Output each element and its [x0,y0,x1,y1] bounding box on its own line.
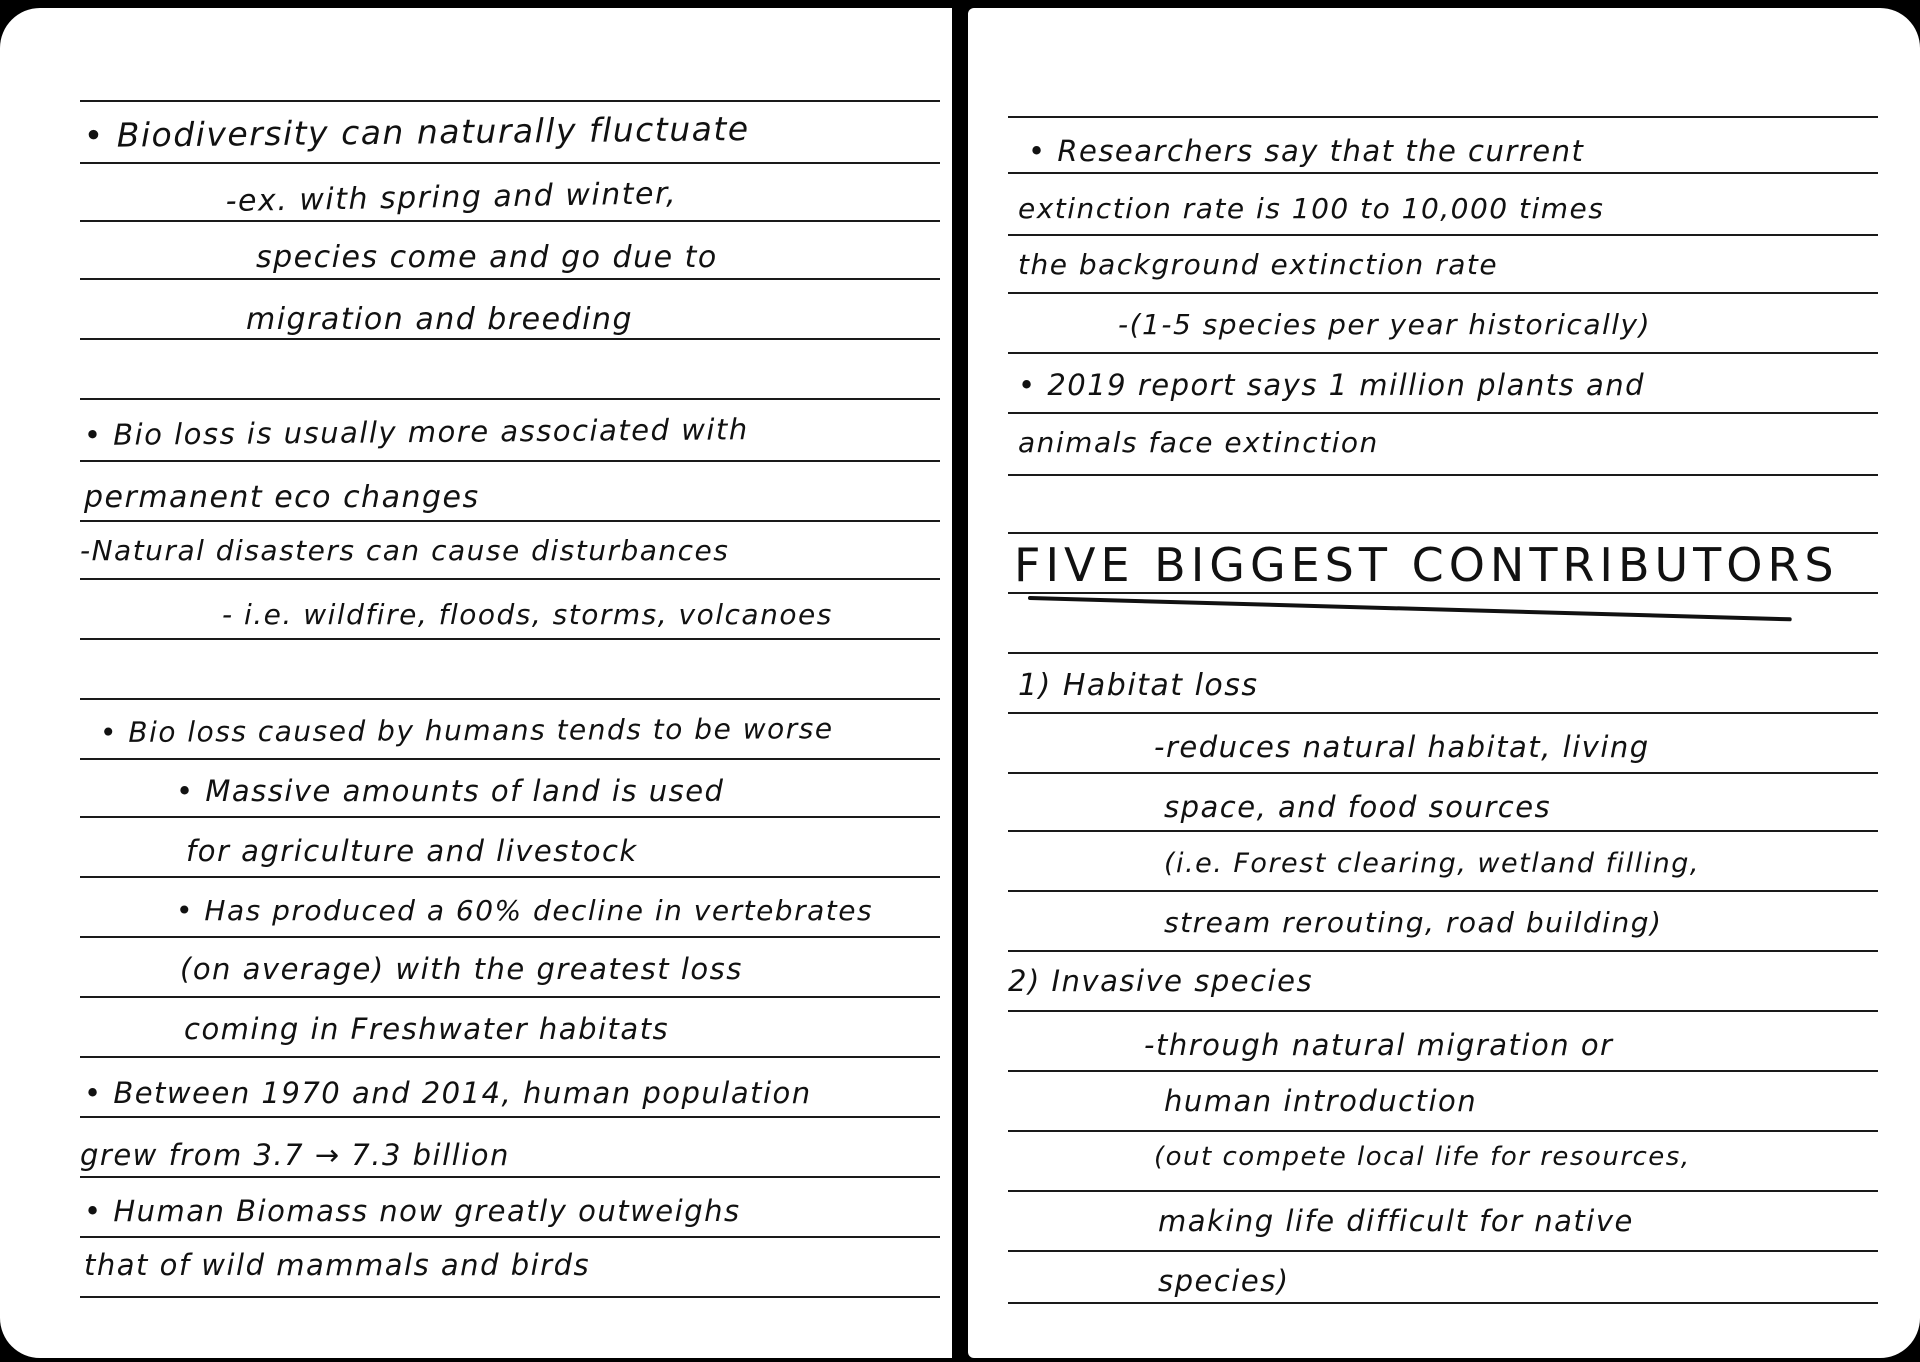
ruled-line [1008,172,1878,174]
ruled-line [1008,474,1878,476]
note-line: that of wild mammals and birds [84,1248,591,1282]
ruled-line [1008,532,1878,534]
ruled-line [1008,292,1878,294]
ruled-line [1008,772,1878,774]
ruled-line [80,1176,940,1178]
ruled-line [80,460,940,462]
ruled-line [80,936,940,938]
note-line: species come and go due to [256,240,718,275]
note-line: • Biodiversity can naturally fluctuate [83,109,750,155]
ruled-line [1008,1190,1878,1192]
note-line: • Bio loss is usually more associated with [83,412,749,452]
heading-underline [1028,596,1792,621]
ruled-line [80,220,940,222]
note-line: (out compete local life for resources, [1154,1142,1691,1172]
note-line: grew from 3.7 → 7.3 billion [80,1138,510,1172]
ruled-line [80,996,940,998]
note-line: animals face extinction [1018,426,1379,459]
note-line: • Massive amounts of land is used [176,774,725,808]
note-line: (i.e. Forest clearing, wetland filling, [1164,848,1700,879]
ruled-line [1008,652,1878,654]
ruled-line [80,1116,940,1118]
note-line: • Between 1970 and 2014, human population [84,1076,812,1110]
ruled-line [80,1056,940,1058]
note-line: • Has produced a 60% decline in vertebrates [176,894,874,927]
ruled-line [80,520,940,522]
ruled-line [80,1296,940,1298]
left-notebook-page [0,8,960,1358]
ruled-line [80,698,940,700]
note-line: • Bio loss caused by humans tends to be worse [99,712,834,749]
note-line: the background extinction rate [1018,248,1499,281]
section-heading: FIVE BIGGEST CONTRIBUTORS [1014,538,1839,592]
ruled-line [80,162,940,164]
note-line: extinction rate is 100 to 10,000 times [1018,192,1605,225]
note-line: human introduction [1164,1084,1478,1118]
ruled-line [80,876,940,878]
note-line: permanent eco changes [84,480,480,515]
ruled-line [1008,592,1878,594]
note-line: 2) Invasive species [1008,964,1314,998]
ruled-line [1008,1010,1878,1012]
ruled-line [1008,1302,1878,1304]
note-line: -Natural disasters can cause disturbances [80,534,730,567]
ruled-line [80,578,940,580]
ruled-line [1008,412,1878,414]
note-line: 1) Habitat loss [1018,668,1259,703]
note-line: -through natural migration or [1144,1028,1614,1062]
ruled-line [1008,950,1878,952]
note-line: species) [1158,1264,1290,1298]
ruled-line [80,1236,940,1238]
ruled-line [80,338,940,340]
note-line: -reduces natural habitat, living [1154,730,1650,764]
ruled-line [1008,1130,1878,1132]
ruled-line [1008,830,1878,832]
ruled-line [1008,1250,1878,1252]
note-line: for agriculture and livestock [186,834,638,868]
note-line: space, and food sources [1164,790,1552,824]
ruled-line [80,398,940,400]
note-line: -ex. with spring and winter, [225,176,678,219]
ruled-line [80,638,940,640]
ruled-line [1008,712,1878,714]
note-line: • Human Biomass now greatly outweighs [84,1194,741,1228]
ruled-line [1008,1070,1878,1072]
ruled-line [80,758,940,760]
note-line: making life difficult for native [1158,1204,1634,1238]
ruled-line [1008,890,1878,892]
note-line: migration and breeding [246,302,634,337]
note-line: (on average) with the greatest loss [180,952,743,986]
note-line: coming in Freshwater habitats [184,1012,670,1046]
ruled-line [80,816,940,818]
right-notebook-page [968,8,1920,1358]
ruled-line [1008,352,1878,354]
ruled-line [1008,234,1878,236]
note-line: • Researchers say that the current [1028,134,1585,168]
note-line: - i.e. wildfire, floods, storms, volcanoes [222,598,833,631]
ruled-line [80,100,940,102]
note-line: • 2019 report says 1 million plants and [1018,368,1646,402]
note-line: stream rerouting, road building) [1164,906,1663,939]
ruled-line [1008,116,1878,118]
ruled-line [80,278,940,280]
note-line: -(1-5 species per year historically) [1118,308,1652,341]
